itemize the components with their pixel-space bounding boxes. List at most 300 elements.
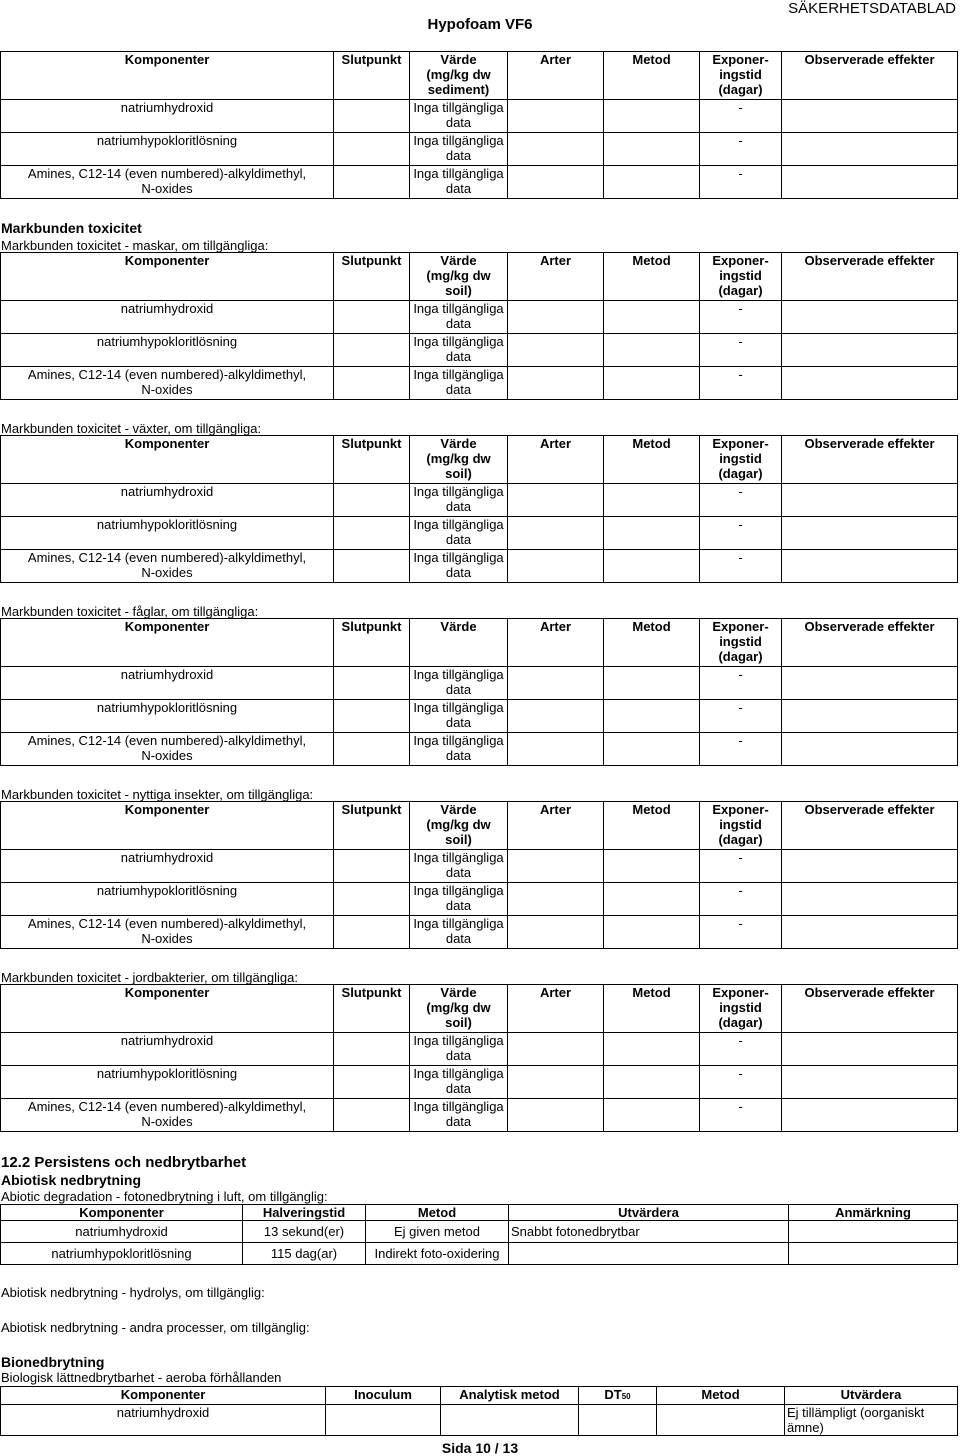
cell-line: Inga tillgängliga (413, 1066, 504, 1081)
table-row (1, 1405, 958, 1436)
cell-line: Amines, C12-14 (even numbered)-alkyldimethyl, (27, 166, 307, 181)
table-row (1, 667, 958, 700)
cell-line: ingstid (719, 268, 762, 283)
cell (604, 850, 700, 883)
cell-line: natriumhypokloritlösning (96, 517, 238, 532)
col-observerade-effekter: Observerade effekter (782, 802, 958, 850)
col-dt50 (579, 1387, 657, 1405)
table-row (1, 883, 958, 916)
col-arter: Arter (508, 253, 604, 301)
cell-line: data (445, 115, 472, 130)
col-metod: Metod (657, 1387, 785, 1405)
cell (604, 166, 700, 199)
cell (508, 517, 604, 550)
col-varde (410, 253, 508, 301)
cell-line: Inga tillgängliga (413, 100, 504, 115)
exposure-cell: - (700, 133, 782, 166)
cell (782, 334, 958, 367)
cell-line: Inga tillgängliga (413, 1099, 504, 1114)
col-exponeringstid (700, 52, 782, 100)
bionedbrytning-heading: Bionedbrytning (1, 1354, 105, 1370)
table-header-row (1, 985, 958, 1033)
jordbakterier-table (0, 984, 958, 1132)
value-cell (410, 301, 508, 334)
cell-line: Inga tillgängliga (413, 916, 504, 931)
persistens-heading: 12.2 Persistens och nedbrytbarhet (1, 1154, 247, 1171)
cell (604, 550, 700, 583)
cell (782, 667, 958, 700)
cell (604, 133, 700, 166)
col-metod: Metod (604, 985, 700, 1033)
cell-line: natriumhydroxid (120, 850, 214, 865)
cell (604, 667, 700, 700)
faglar-table (0, 618, 958, 766)
col-utvardera: Utvärdera (509, 1205, 789, 1221)
col-observerade-effekter: Observerade effekter (782, 985, 958, 1033)
cell (508, 700, 604, 733)
value-cell (410, 667, 508, 700)
table-header-row (1, 1205, 958, 1221)
component-name (1, 1033, 334, 1066)
exposure-cell: - (700, 100, 782, 133)
cell-line: (dagar) (718, 832, 763, 847)
cell (604, 916, 700, 949)
cell-line: data (445, 349, 472, 364)
exposure-cell: - (700, 700, 782, 733)
cell-line: natriumhydroxid (120, 1033, 214, 1048)
component-name (1, 1066, 334, 1099)
component-name (1, 133, 334, 166)
andra-caption: Abiotisk nedbrytning - andra processer, om tillgänglig: (1, 1320, 310, 1335)
cell-line: N-oxides (141, 382, 193, 397)
cell-line: ingstid (719, 1000, 762, 1015)
col-arter: Arter (508, 802, 604, 850)
cell (334, 1066, 410, 1099)
exposure-cell: - (700, 334, 782, 367)
cell (334, 1099, 410, 1132)
maskar-table (0, 252, 958, 400)
cell (782, 133, 958, 166)
cell (334, 1033, 410, 1066)
col-analytisk-metod: Analytisk metod (441, 1387, 579, 1405)
cell-line: data (445, 1081, 472, 1096)
cell (782, 916, 958, 949)
col-slutpunkt: Slutpunkt (334, 436, 410, 484)
value-cell (410, 166, 508, 199)
foto-table (0, 1204, 958, 1265)
table-header-row (1, 253, 958, 301)
cell-line: Inga tillgängliga (413, 484, 504, 499)
cell (441, 1405, 579, 1436)
cell (334, 850, 410, 883)
value-cell (410, 517, 508, 550)
cell-line: (mg/kg dw (426, 1000, 491, 1015)
foto-caption: Abiotic degradation - fotonedbrytning i luft, om tillgänglig: (1, 1189, 328, 1204)
col-utvardera: Utvärdera (785, 1387, 958, 1405)
page-number: Sida 10 / 13 (441, 1440, 519, 1456)
cell-line: Inga tillgängliga (413, 1033, 504, 1048)
cell (604, 733, 700, 766)
cell-line: natriumhypokloritlösning (96, 1066, 238, 1081)
col-komponenter: Komponenter (1, 52, 334, 100)
component-name (1, 883, 334, 916)
cell (657, 1405, 785, 1436)
cell-line: N-oxides (141, 1114, 193, 1129)
cell-line: (mg/kg dw (426, 67, 491, 82)
cell (604, 1099, 700, 1132)
cell-line: Värde (440, 985, 477, 1000)
cell: 13 sekund(er) (243, 1221, 366, 1243)
cell (782, 1033, 958, 1066)
cell-line: Exponer- (712, 253, 769, 268)
cell (508, 550, 604, 583)
cell (782, 517, 958, 550)
abiotisk-heading: Abiotisk nedbrytning (1, 1172, 141, 1188)
col-exponeringstid (700, 436, 782, 484)
cell-line: ingstid (719, 451, 762, 466)
cell-line: data (445, 148, 472, 163)
cell-line: Inga tillgängliga (413, 301, 504, 316)
cell-line: Inga tillgängliga (413, 367, 504, 382)
table-row (1, 484, 958, 517)
value-cell (410, 1033, 508, 1066)
cell-line: soil) (445, 283, 472, 298)
cell (334, 700, 410, 733)
col-komponenter: Komponenter (1, 619, 334, 667)
cell-line: (dagar) (718, 82, 763, 97)
cell (508, 1066, 604, 1099)
cell (334, 166, 410, 199)
cell (334, 100, 410, 133)
cell-line: Inga tillgängliga (413, 334, 504, 349)
cell-line: data (445, 316, 472, 331)
table-row (1, 301, 958, 334)
cell-line: data (445, 898, 472, 913)
cell (508, 1033, 604, 1066)
cell-line: data (445, 1048, 472, 1063)
component-name (1, 166, 334, 199)
faglar-caption: Markbunden toxicitet - fåglar, om tillgängliga: (1, 604, 259, 619)
col-komponenter: Komponenter (1, 985, 334, 1033)
cell (782, 367, 958, 400)
cell (334, 301, 410, 334)
table-header-row (1, 802, 958, 850)
cell-line: Amines, C12-14 (even numbered)-alkyldimethyl, (27, 733, 307, 748)
cell (508, 166, 604, 199)
component-name (1, 367, 334, 400)
table-row (1, 850, 958, 883)
col-komponenter: Komponenter (1, 253, 334, 301)
cell (604, 367, 700, 400)
cell (579, 1405, 657, 1436)
col-observerade-effekter: Observerade effekter (782, 436, 958, 484)
col-exponeringstid (700, 253, 782, 301)
cell-line: ingstid (719, 817, 762, 832)
exposure-cell: - (700, 1033, 782, 1066)
bio-caption: Biologisk lättnedbrytbarhet - aeroba förhållanden (1, 1370, 282, 1385)
cell-line: Inga tillgängliga (413, 733, 504, 748)
cell (782, 1099, 958, 1132)
value-cell (410, 550, 508, 583)
cell-line: natriumhypokloritlösning (96, 334, 238, 349)
component-name (1, 334, 334, 367)
cell-line: ämne) (787, 1420, 824, 1435)
col-observerade-effekter: Observerade effekter (782, 619, 958, 667)
col-arter: Arter (508, 436, 604, 484)
insekter-caption: Markbunden toxicitet - nyttiga insekter, om tillgängliga: (1, 787, 314, 802)
value-cell (410, 733, 508, 766)
table-row (1, 1066, 958, 1099)
cell-line: (dagar) (718, 466, 763, 481)
cell (334, 916, 410, 949)
exposure-cell: - (700, 916, 782, 949)
cell (782, 484, 958, 517)
markbunden-heading: Markbunden toxicitet (1, 220, 142, 236)
cell (334, 517, 410, 550)
component-name (1, 850, 334, 883)
value-cell (410, 916, 508, 949)
cell-line: Amines, C12-14 (even numbered)-alkyldimethyl, (27, 550, 307, 565)
cell-line: data (445, 499, 472, 514)
dt-label: DT (604, 1387, 622, 1402)
cell-line: natriumhydroxid (120, 667, 214, 682)
cell-line: Inga tillgängliga (413, 517, 504, 532)
cell-line: Inga tillgängliga (413, 166, 504, 181)
col-observerade-effekter: Observerade effekter (782, 253, 958, 301)
cell (334, 883, 410, 916)
cell (782, 883, 958, 916)
exposure-cell: - (700, 1066, 782, 1099)
cell (508, 100, 604, 133)
cell-line: Inga tillgängliga (413, 133, 504, 148)
table-row (1, 367, 958, 400)
exposure-cell: - (700, 301, 782, 334)
col-arter: Arter (508, 619, 604, 667)
exposure-cell: - (700, 484, 782, 517)
value-cell (410, 484, 508, 517)
col-exponeringstid (700, 985, 782, 1033)
cell: natriumhypokloritlösning (1, 1243, 243, 1265)
vaxter-table (0, 435, 958, 583)
cell-line: Amines, C12-14 (even numbered)-alkyldimethyl, (27, 1099, 307, 1114)
cell-line: Inga tillgängliga (413, 883, 504, 898)
col-metod: Metod (604, 253, 700, 301)
cell (508, 850, 604, 883)
cell (334, 334, 410, 367)
cell (782, 850, 958, 883)
cell (508, 133, 604, 166)
table-row (1, 700, 958, 733)
table-row (1, 166, 958, 199)
table-row (1, 550, 958, 583)
table-header-row (1, 436, 958, 484)
component-name (1, 301, 334, 334)
cell (604, 334, 700, 367)
cell (334, 133, 410, 166)
cell (782, 166, 958, 199)
cell-line: data (445, 865, 472, 880)
col-metod: Metod (604, 52, 700, 100)
cell: Ej given metod (366, 1221, 509, 1243)
maskar-caption: Markbunden toxicitet - maskar, om tillgängliga: (1, 238, 269, 253)
col-inoculum: Inoculum (326, 1387, 441, 1405)
cell-line: sediment) (427, 82, 490, 97)
exposure-cell: - (700, 667, 782, 700)
cell: Indirekt foto-oxidering (366, 1243, 509, 1265)
col-varde (410, 52, 508, 100)
cell (785, 1405, 958, 1436)
col-anmarkning: Anmärkning (789, 1205, 958, 1221)
col-exponeringstid (700, 619, 782, 667)
table-row (1, 733, 958, 766)
cell (509, 1243, 789, 1265)
col-komponenter: Komponenter (1, 1205, 243, 1221)
hydrolys-caption: Abiotisk nedbrytning - hydrolys, om tillgänglig: (1, 1285, 265, 1300)
component-name (1, 667, 334, 700)
value-cell (410, 100, 508, 133)
col-metod: Metod (604, 436, 700, 484)
cell (334, 733, 410, 766)
cell-line: natriumhydroxid (120, 100, 214, 115)
component-name (1, 733, 334, 766)
table-row (1, 1033, 958, 1066)
cell (782, 1066, 958, 1099)
table-row (1, 133, 958, 166)
cell-line: Amines, C12-14 (even numbered)-alkyldimethyl, (27, 916, 307, 931)
cell-line: natriumhypokloritlösning (96, 133, 238, 148)
col-komponenter: Komponenter (1, 802, 334, 850)
table-row (1, 1243, 958, 1265)
cell-line: data (445, 748, 472, 763)
cell (508, 334, 604, 367)
col-varde (410, 802, 508, 850)
cell-line: Ej tillämpligt (oorganiskt (787, 1405, 925, 1420)
cell (789, 1221, 958, 1243)
value-cell (410, 1099, 508, 1132)
cell-line: (dagar) (718, 649, 763, 664)
value-cell (410, 850, 508, 883)
value-cell (410, 1066, 508, 1099)
value-cell (410, 700, 508, 733)
document-type: SÄKERHETSDATABLAD (788, 0, 956, 17)
col-varde (410, 436, 508, 484)
cell-line: Exponer- (712, 619, 769, 634)
exposure-cell: - (700, 550, 782, 583)
table-row (1, 517, 958, 550)
cell-line: Värde (440, 52, 477, 67)
cell-line: (dagar) (718, 283, 763, 298)
cell (789, 1243, 958, 1265)
cell-line: data (445, 532, 472, 547)
value-cell (410, 367, 508, 400)
cell-line: ingstid (719, 634, 762, 649)
col-exponeringstid (700, 802, 782, 850)
cell (334, 484, 410, 517)
table-header-row (1, 1387, 958, 1405)
cell-line: (mg/kg dw (426, 451, 491, 466)
cell (508, 484, 604, 517)
cell (604, 517, 700, 550)
table-header-row (1, 52, 958, 100)
cell-line: data (445, 565, 472, 580)
cell-line: Exponer- (712, 436, 769, 451)
col-slutpunkt: Slutpunkt (334, 52, 410, 100)
cell-line: natriumhypokloritlösning (96, 700, 238, 715)
cell-line: data (445, 715, 472, 730)
cell-line: Värde (440, 436, 477, 451)
cell-line: (dagar) (718, 1015, 763, 1030)
col-arter: Arter (508, 985, 604, 1033)
cell-line: Inga tillgängliga (413, 700, 504, 715)
cell-line: Värde (440, 253, 477, 268)
cell-line: Exponer- (712, 985, 769, 1000)
cell-line: natriumhypokloritlösning (96, 883, 238, 898)
col-slutpunkt: Slutpunkt (334, 985, 410, 1033)
col-komponenter: Komponenter (1, 1387, 326, 1405)
cell (604, 100, 700, 133)
cell-line: N-oxides (141, 931, 193, 946)
col-slutpunkt: Slutpunkt (334, 253, 410, 301)
bio-table (0, 1386, 958, 1436)
cell (604, 700, 700, 733)
col-metod: Metod (604, 619, 700, 667)
component-name (1, 700, 334, 733)
cell-line: (mg/kg dw (426, 817, 491, 832)
cell (508, 667, 604, 700)
col-varde (410, 619, 508, 667)
jordbakterier-caption: Markbunden toxicitet - jordbakterier, om tillgängliga: (1, 970, 298, 985)
component-name (1, 517, 334, 550)
col-arter: Arter (508, 52, 604, 100)
exposure-cell: - (700, 883, 782, 916)
component-name (1, 1099, 334, 1132)
table-header-row (1, 619, 958, 667)
cell-line: Värde (440, 802, 477, 817)
cell-line: Värde (440, 619, 477, 634)
cell-line: natriumhydroxid (120, 301, 214, 316)
cell-line: (mg/kg dw (426, 268, 491, 283)
cell-line: soil) (445, 1015, 472, 1030)
cell-line: Inga tillgängliga (413, 550, 504, 565)
exposure-cell: - (700, 166, 782, 199)
cell-line: N-oxides (141, 748, 193, 763)
table-row (1, 1099, 958, 1132)
col-varde (410, 985, 508, 1033)
cell-line: natriumhydroxid (120, 484, 214, 499)
col-halveringstid: Halveringstid (243, 1205, 366, 1221)
cell (782, 301, 958, 334)
cell (334, 667, 410, 700)
col-metod: Metod (366, 1205, 509, 1221)
value-cell (410, 133, 508, 166)
cell: Snabbt fotonedbrytbar (509, 1221, 789, 1243)
cell-line: data (445, 382, 472, 397)
cell: natriumhydroxid (1, 1405, 326, 1436)
cell-line: data (445, 181, 472, 196)
cell (604, 301, 700, 334)
cell-line: Exponer- (712, 52, 769, 67)
cell-line: Inga tillgängliga (413, 850, 504, 865)
component-name (1, 916, 334, 949)
sediment-table (0, 51, 958, 199)
exposure-cell: - (700, 517, 782, 550)
col-slutpunkt: Slutpunkt (334, 802, 410, 850)
cell-line: N-oxides (141, 181, 193, 196)
value-cell (410, 883, 508, 916)
cell-line: soil) (445, 466, 472, 481)
vaxter-caption: Markbunden toxicitet - växter, om tillgängliga: (1, 421, 262, 436)
cell-line: data (445, 682, 472, 697)
